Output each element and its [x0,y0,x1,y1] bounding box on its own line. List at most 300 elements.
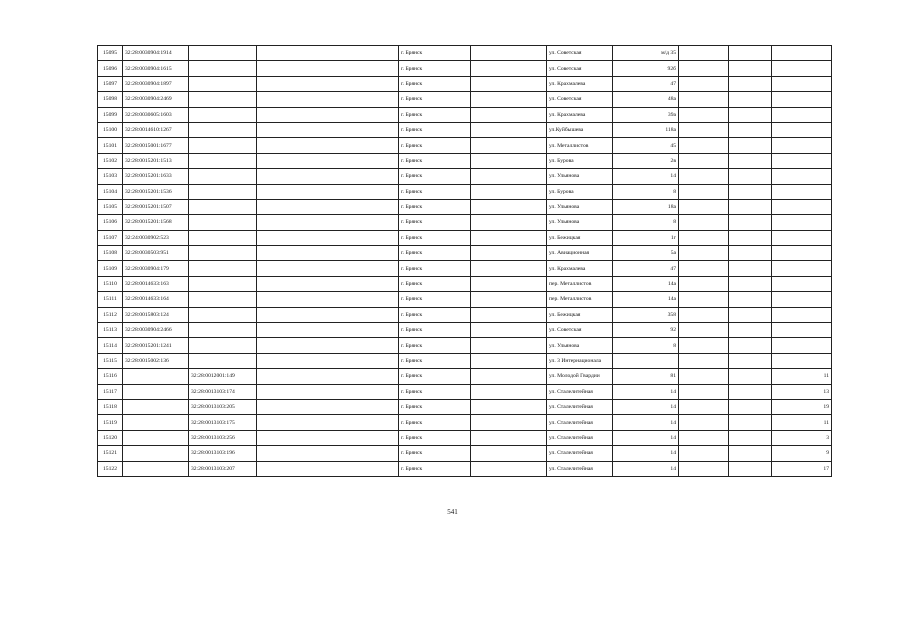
empty-cell [471,122,547,137]
empty-cell [471,61,547,76]
cadastral-number-cell: 32:28:0030904:1914 [123,46,189,61]
empty-cell [679,230,729,245]
apartment-cell [772,338,832,353]
apartment-cell [772,122,832,137]
empty-cell [679,323,729,338]
cadastral-number-alt-cell [189,169,257,184]
empty-cell [679,199,729,214]
empty-cell [679,276,729,291]
row-number-cell: 15107 [98,230,123,245]
table-row [98,292,832,307]
row-number-cell: 15097 [98,76,123,91]
table-row [98,184,832,199]
house-number-cell: 14 [613,415,679,430]
cadastral-number-alt-cell: 32:28:0013103:196 [189,446,257,461]
house-number-cell: 14 [613,384,679,399]
row-number-cell: 15114 [98,338,123,353]
apartment-cell [772,199,832,214]
apartment-cell: 11 [772,369,832,384]
apartment-cell [772,215,832,230]
cadastral-number-cell: 32:28:0014610:1267 [123,122,189,137]
street-cell: ул. Бурова [547,153,613,168]
empty-cell [729,461,772,476]
empty-cell [257,61,399,76]
row-number-cell: 15106 [98,215,123,230]
cadastral-number-cell [123,461,189,476]
city-cell: г. Брянск [399,107,471,122]
street-cell: ул. Крахмалева [547,261,613,276]
empty-cell [257,153,399,168]
row-number-cell: 15099 [98,107,123,122]
cadastral-number-cell: 32:28:0015201:1241 [123,338,189,353]
cadastral-number-cell: 32:28:0014633:163 [123,276,189,291]
row-number-cell: 15110 [98,276,123,291]
empty-cell [679,246,729,261]
apartment-cell [772,169,832,184]
empty-cell [257,415,399,430]
empty-cell [729,323,772,338]
empty-cell [257,138,399,153]
empty-cell [257,338,399,353]
cadastral-number-alt-cell: 32:28:0013103:256 [189,430,257,445]
empty-cell [729,107,772,122]
city-cell: г. Брянск [399,46,471,61]
empty-cell [257,353,399,368]
apartment-cell [772,138,832,153]
empty-cell [471,461,547,476]
row-number-cell: 15120 [98,430,123,445]
empty-cell [471,76,547,91]
empty-cell [729,415,772,430]
house-number-cell: м/д 35 [613,46,679,61]
table-row [98,338,832,353]
empty-cell [679,338,729,353]
house-number-cell: 14а [613,292,679,307]
street-cell: ул. Советская [547,323,613,338]
city-cell: г. Брянск [399,138,471,153]
row-number-cell: 15122 [98,461,123,476]
cadastral-number-alt-cell: 32:28:0013103:175 [189,415,257,430]
empty-cell [729,122,772,137]
street-cell: ул. Ульянова [547,169,613,184]
empty-cell [471,199,547,214]
apartment-cell [772,46,832,61]
city-cell: г. Брянск [399,246,471,261]
table-row [98,61,832,76]
street-cell: ул. Сталелитейная [547,461,613,476]
city-cell: г. Брянск [399,384,471,399]
empty-cell [729,184,772,199]
street-cell: ул. Сталелитейная [547,384,613,399]
row-number-cell: 15113 [98,323,123,338]
table-row [98,307,832,322]
empty-cell [471,276,547,291]
house-number-cell: 8 [613,215,679,230]
table-row [98,399,832,414]
row-number-cell: 15116 [98,369,123,384]
cadastral-number-alt-cell [189,199,257,214]
house-number-cell: 47 [613,76,679,91]
empty-cell [679,384,729,399]
empty-cell [729,246,772,261]
apartment-cell [772,323,832,338]
house-number-cell: 92б [613,61,679,76]
table-row [98,230,832,245]
row-number-cell: 15118 [98,399,123,414]
house-number-cell: 39а [613,107,679,122]
cadastral-number-alt-cell [189,138,257,153]
empty-cell [471,384,547,399]
cadastral-number-alt-cell: 32:28:0013103:207 [189,461,257,476]
empty-cell [679,369,729,384]
table-row [98,369,832,384]
table-row [98,169,832,184]
empty-cell [679,61,729,76]
empty-cell [471,246,547,261]
empty-cell [471,353,547,368]
empty-cell [471,107,547,122]
house-number-cell: 118а [613,122,679,137]
city-cell: г. Брянск [399,323,471,338]
cadastral-number-alt-cell: 32:28:0013103:205 [189,399,257,414]
cadastral-number-alt-cell [189,276,257,291]
row-number-cell: 15111 [98,292,123,307]
row-number-cell: 15102 [98,153,123,168]
house-number-cell: 2в [613,153,679,168]
cadastral-number-cell: 32:28:0015201:1507 [123,199,189,214]
city-cell: г. Брянск [399,230,471,245]
empty-cell [729,199,772,214]
city-cell: г. Брянск [399,261,471,276]
row-number-cell: 15121 [98,446,123,461]
cadastral-number-cell [123,369,189,384]
table-row [98,430,832,445]
table-row [98,323,832,338]
cadastral-number-cell: 32:28:0030904:1897 [123,76,189,91]
street-cell: ул. Ульянова [547,199,613,214]
empty-cell [729,153,772,168]
table-row [98,276,832,291]
city-cell: г. Брянск [399,92,471,107]
street-cell: ул. Советская [547,92,613,107]
street-cell: ул.Куйбышева [547,122,613,137]
cadastral-number-cell: 32:28:0030904:179 [123,261,189,276]
table-row [98,92,832,107]
empty-cell [471,153,547,168]
cadastral-number-alt-cell [189,184,257,199]
empty-cell [729,292,772,307]
empty-cell [471,292,547,307]
house-number-cell: 358 [613,307,679,322]
table-row [98,215,832,230]
table-row [98,384,832,399]
table-row [98,76,832,91]
empty-cell [679,46,729,61]
registry-table [97,45,832,477]
city-cell: г. Брянск [399,415,471,430]
empty-cell [257,399,399,414]
table-row [98,246,832,261]
apartment-cell [772,61,832,76]
empty-cell [729,276,772,291]
house-number-cell: 18а [613,199,679,214]
cadastral-number-cell: 32:28:0015201:1568 [123,215,189,230]
apartment-cell [772,230,832,245]
city-cell: г. Брянск [399,430,471,445]
empty-cell [257,199,399,214]
street-cell: ул. Металлистов [547,138,613,153]
empty-cell [729,76,772,91]
cadastral-number-alt-cell [189,246,257,261]
cadastral-number-cell: 32:28:0030904:2466 [123,323,189,338]
empty-cell [729,46,772,61]
cadastral-number-alt-cell: 32:28:0012001:149 [189,369,257,384]
row-number-cell: 15096 [98,61,123,76]
empty-cell [679,430,729,445]
house-number-cell: 47 [613,261,679,276]
empty-cell [471,92,547,107]
empty-cell [471,430,547,445]
empty-cell [257,323,399,338]
apartment-cell: 19 [772,399,832,414]
empty-cell [471,184,547,199]
empty-cell [257,107,399,122]
house-number-cell: 48а [613,92,679,107]
street-cell: ул. Сталелитейная [547,415,613,430]
apartment-cell [772,76,832,91]
apartment-cell: 17 [772,461,832,476]
cadastral-number-cell [123,384,189,399]
table-row [98,261,832,276]
street-cell: ул. 3 Интернационала [547,353,613,368]
empty-cell [257,261,399,276]
row-number-cell: 15119 [98,415,123,430]
street-cell: ул. Советская [547,61,613,76]
cadastral-number-alt-cell [189,122,257,137]
table-row [98,153,832,168]
cadastral-number-cell: 32:28:0015201:1536 [123,184,189,199]
city-cell: г. Брянск [399,61,471,76]
house-number-cell: 45 [613,138,679,153]
apartment-cell: 3 [772,430,832,445]
row-number-cell: 15105 [98,199,123,214]
cadastral-number-cell: 32:28:0015201:1513 [123,153,189,168]
house-number-cell: 14а [613,276,679,291]
cadastral-number-alt-cell [189,153,257,168]
apartment-cell [772,92,832,107]
house-number-cell: 81 [613,369,679,384]
city-cell: г. Брянск [399,276,471,291]
row-number-cell: 15103 [98,169,123,184]
street-cell: пер. Металлистов [547,292,613,307]
table-row [98,199,832,214]
city-cell: г. Брянск [399,292,471,307]
city-cell: г. Брянск [399,184,471,199]
apartment-cell: 13 [772,384,832,399]
empty-cell [729,446,772,461]
empty-cell [257,246,399,261]
city-cell: г. Брянск [399,353,471,368]
row-number-cell: 15117 [98,384,123,399]
apartment-cell [772,307,832,322]
house-number-cell: 14 [613,169,679,184]
table-row [98,353,832,368]
apartment-cell [772,261,832,276]
empty-cell [257,122,399,137]
street-cell: ул. Сталелитейная [547,446,613,461]
empty-cell [257,230,399,245]
cadastral-number-alt-cell [189,261,257,276]
empty-cell [257,276,399,291]
cadastral-number-alt-cell [189,92,257,107]
empty-cell [257,430,399,445]
cadastral-number-alt-cell [189,215,257,230]
table-row [98,415,832,430]
empty-cell [679,76,729,91]
cadastral-number-cell: 32:24:0030902:523 [123,230,189,245]
apartment-cell: 9 [772,446,832,461]
city-cell: г. Брянск [399,153,471,168]
empty-cell [729,399,772,414]
empty-cell [471,369,547,384]
empty-cell [679,107,729,122]
empty-cell [257,446,399,461]
cadastral-number-cell: 32:28:0030904:1615 [123,61,189,76]
empty-cell [729,215,772,230]
empty-cell [471,46,547,61]
empty-cell [471,138,547,153]
city-cell: г. Брянск [399,76,471,91]
city-cell: г. Брянск [399,122,471,137]
house-number-cell: 8 [613,184,679,199]
empty-cell [729,230,772,245]
empty-cell [471,307,547,322]
empty-cell [679,307,729,322]
empty-cell [471,415,547,430]
empty-cell [257,46,399,61]
house-number-cell: 1г [613,230,679,245]
empty-cell [729,369,772,384]
empty-cell [471,261,547,276]
empty-cell [257,369,399,384]
cadastral-number-alt-cell [189,230,257,245]
apartment-cell: 11 [772,415,832,430]
cadastral-number-alt-cell [189,46,257,61]
apartment-cell [772,246,832,261]
cadastral-number-cell: 32:28:0030503:951 [123,246,189,261]
table-row [98,46,832,61]
empty-cell [471,230,547,245]
street-cell: ул. Крахмалева [547,76,613,91]
house-number-cell [613,353,679,368]
cadastral-number-cell: 32:28:0030904:2469 [123,92,189,107]
table-row [98,122,832,137]
street-cell: ул. Ульянова [547,338,613,353]
apartment-cell [772,353,832,368]
street-cell: ул. Ульянова [547,215,613,230]
empty-cell [679,92,729,107]
cadastral-number-cell: 32:28:0030605:1603 [123,107,189,122]
table-row [98,138,832,153]
cadastral-number-alt-cell [189,323,257,338]
apartment-cell [772,107,832,122]
table-row [98,461,832,476]
row-number-cell: 15095 [98,46,123,61]
city-cell: г. Брянск [399,461,471,476]
street-cell: ул. Бурова [547,184,613,199]
house-number-cell: 14 [613,446,679,461]
cadastral-number-alt-cell [189,292,257,307]
street-cell: ул. Советская [547,46,613,61]
city-cell: г. Брянск [399,215,471,230]
city-cell: г. Брянск [399,399,471,414]
empty-cell [257,76,399,91]
empty-cell [679,461,729,476]
street-cell: ул. Бежицкая [547,307,613,322]
empty-cell [679,399,729,414]
cadastral-number-cell: 32:28:0014633:164 [123,292,189,307]
city-cell: г. Брянск [399,307,471,322]
apartment-cell [772,292,832,307]
empty-cell [729,307,772,322]
empty-cell [679,138,729,153]
cadastral-number-alt-cell [189,307,257,322]
empty-cell [471,169,547,184]
cadastral-number-cell [123,415,189,430]
empty-cell [257,292,399,307]
house-number-cell: 8 [613,338,679,353]
apartment-cell [772,276,832,291]
cadastral-number-cell: 32:28:0015803:124 [123,307,189,322]
row-number-cell: 15112 [98,307,123,322]
cadastral-number-cell: 32:28:0015001:1677 [123,138,189,153]
city-cell: г. Брянск [399,446,471,461]
empty-cell [257,215,399,230]
house-number-cell: 14 [613,461,679,476]
cadastral-number-cell [123,430,189,445]
empty-cell [729,261,772,276]
row-number-cell: 15098 [98,92,123,107]
registry-table-body [98,46,832,477]
cadastral-number-alt-cell [189,353,257,368]
empty-cell [257,307,399,322]
table-row [98,446,832,461]
row-number-cell: 15108 [98,246,123,261]
house-number-cell: 14 [613,430,679,445]
table-row [98,107,832,122]
empty-cell [471,399,547,414]
empty-cell [257,384,399,399]
empty-cell [729,338,772,353]
apartment-cell [772,153,832,168]
empty-cell [471,323,547,338]
empty-cell [679,215,729,230]
empty-cell [679,292,729,307]
city-cell: г. Брянск [399,369,471,384]
house-number-cell: 14 [613,399,679,414]
house-number-cell: 5а [613,246,679,261]
empty-cell [679,153,729,168]
empty-cell [679,184,729,199]
empty-cell [729,384,772,399]
empty-cell [729,169,772,184]
cadastral-number-alt-cell [189,61,257,76]
empty-cell [257,92,399,107]
row-number-cell: 15109 [98,261,123,276]
empty-cell [679,122,729,137]
row-number-cell: 15115 [98,353,123,368]
empty-cell [257,461,399,476]
